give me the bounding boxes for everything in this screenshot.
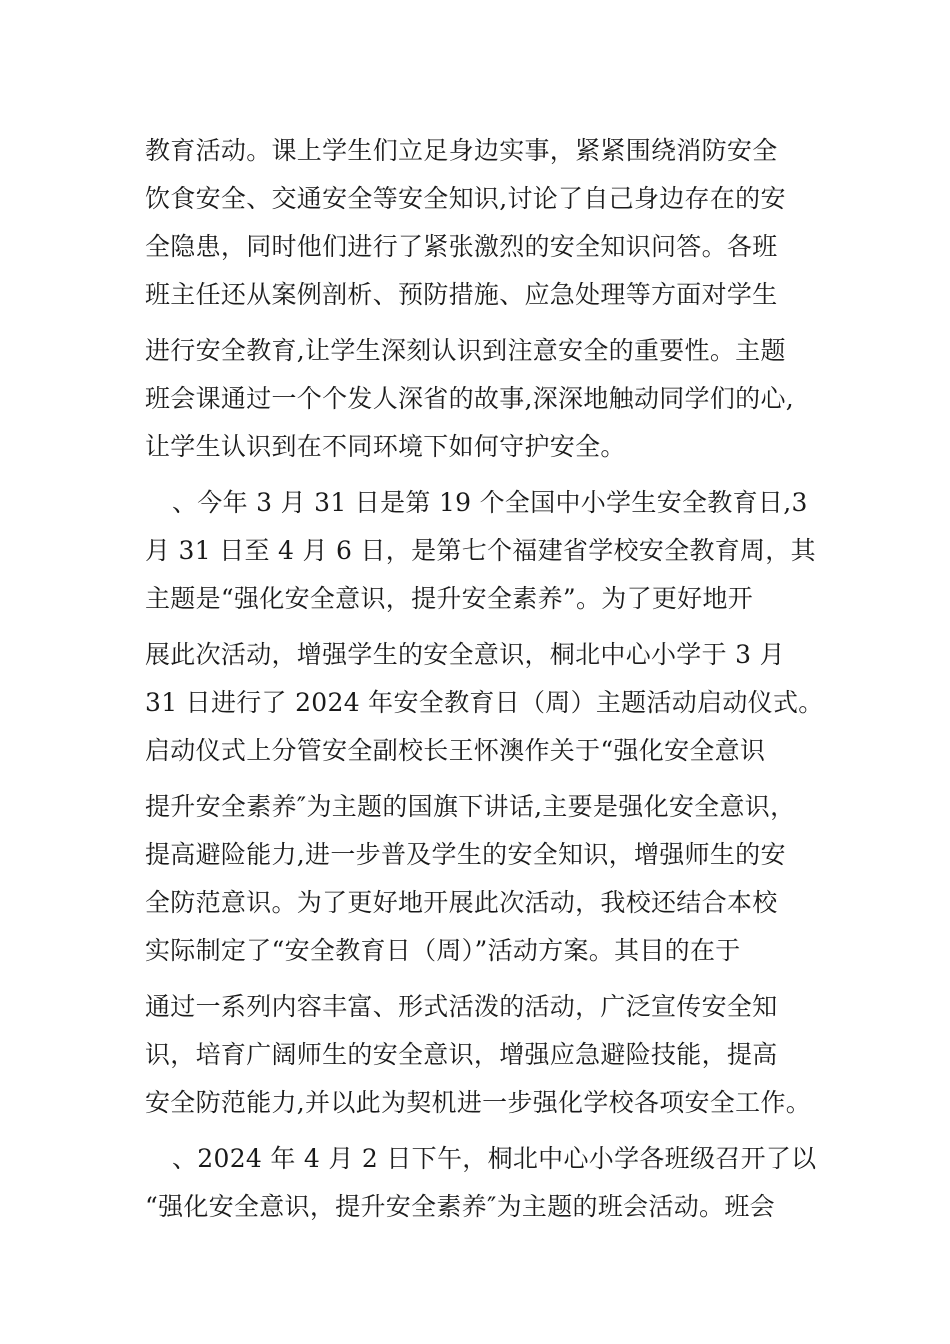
text-line: 饮食安全、交通安全等安全知识,讨论了自己身边存在的安 xyxy=(145,184,786,213)
paragraph-start-line: 、今年 3 月 31 日是第 19 个全国中小学生安全教育日,3 xyxy=(172,488,808,517)
text-line: 实际制定了“安全教育日（周）”活动方案。其目的在于 xyxy=(145,936,741,965)
text-line: 月 31 日至 4 月 6 日，是第七个福建省学校安全教育周，其 xyxy=(145,536,816,565)
text-line: 全防范意识。为了更好地开展此次活动，我校还结合本校 xyxy=(145,888,778,917)
text-line: “强化安全意识，提升安全素养″为主题的班会活动。班会 xyxy=(145,1192,775,1221)
text-line: 提高避险能力,进一步普及学生的安全知识，增强师生的安 xyxy=(145,840,786,869)
text-line: 进行安全教育,让学生深刻认识到注意安全的重要性。主题 xyxy=(145,336,786,365)
text-line: 全隐患，同时他们进行了紧张激烈的安全知识问答。各班 xyxy=(145,232,778,261)
text-line: 安全防范能力,并以此为契机进一步强化学校各项安全工作。 xyxy=(145,1088,812,1117)
text-line: 识，培育广阔师生的安全意识，增强应急避险技能，提高 xyxy=(145,1040,778,1069)
text-line: 班会课通过一个个发人深省的故事,深深地触动同学们的心, xyxy=(145,384,794,413)
text-line: 31 日进行了 2024 年安全教育日（周）主题活动启动仪式。 xyxy=(145,688,824,717)
text-line: 提升安全素养″为主题的国旗下讲话,主要是强化安全意识， xyxy=(145,792,796,821)
paragraph-start-line: 、2024 年 4 月 2 日下午，桐北中心小学各班级召开了以 xyxy=(172,1144,817,1173)
text-line: 主题是“强化安全意识，提升安全素养”。为了更好地开 xyxy=(145,584,754,613)
text-line: 教育活动。课上学生们立足身边实事，紧紧围绕消防安全 xyxy=(145,136,778,165)
text-line: 通过一系列内容丰富、形式活泼的活动，广泛宣传安全知 xyxy=(145,992,778,1021)
text-line: 展此次活动，增强学生的安全意识，桐北中心小学于 3 月 xyxy=(145,640,785,669)
text-line: 班主任还从案例剖析、预防措施、应急处理等方面对学生 xyxy=(145,280,778,309)
text-line: 让学生认识到在不同环境下如何守护安全。 xyxy=(145,432,626,461)
text-line: 启动仪式上分管安全副校长王怀澳作关于“强化安全意识 xyxy=(145,736,766,765)
